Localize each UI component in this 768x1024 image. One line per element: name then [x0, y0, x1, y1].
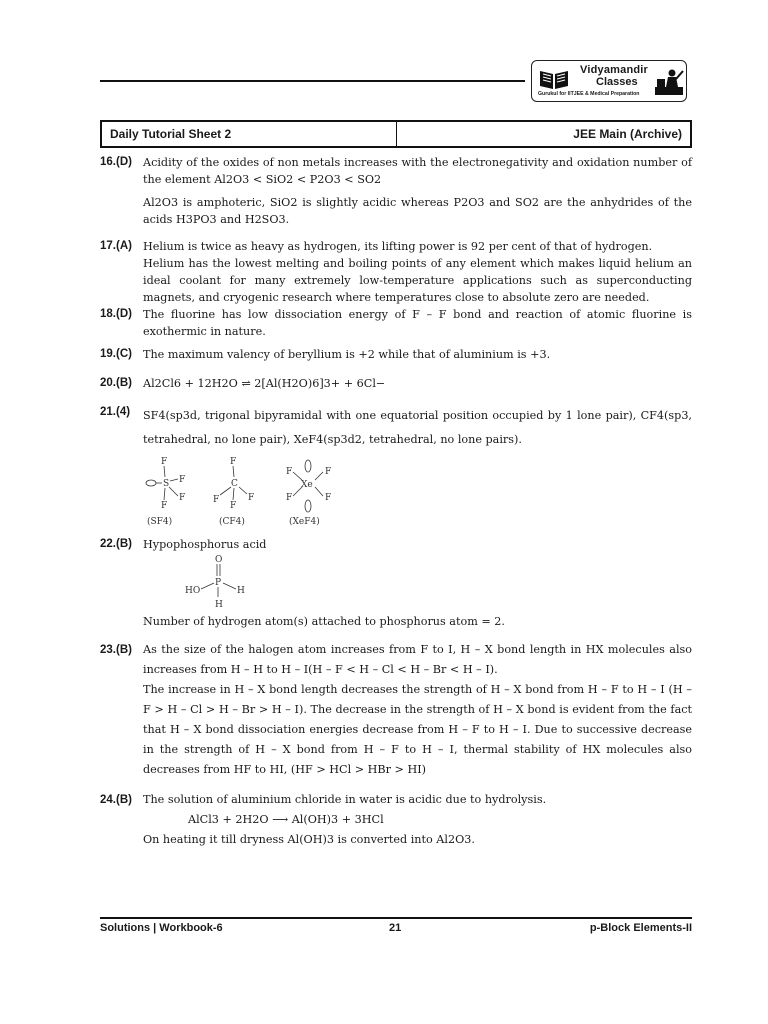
question-number: 24.(B) [100, 794, 132, 806]
answer-text: Hypophosphorus acid [143, 538, 267, 551]
answer-24 [100, 790, 692, 850]
structure-caption: (SF4) [147, 517, 173, 527]
answer-text: On heating it till dryness Al(OH)3 is converted into Al2O3. [143, 833, 475, 846]
footer-chapter: p-Block Elements-II [589, 922, 692, 934]
question-number: 18.(D) [100, 308, 132, 320]
footer-rule [100, 917, 692, 919]
answer-17 [100, 238, 692, 306]
question-number: 21.(4) [100, 406, 131, 418]
svg-text:Xe: Xe [301, 480, 313, 490]
question-number: 22.(B) [100, 538, 132, 550]
answer-text: Al2O3 is amphoteric, SiO2 is slightly acidic whereas P2O3 and SO2 are the anhydrides of the acids H3PO3 and H2SO3. [143, 196, 692, 226]
svg-text:C: C [231, 479, 238, 489]
footer-workbook: Solutions | Workbook-6 [100, 922, 223, 934]
answer-16 [100, 154, 692, 228]
svg-text:F: F [179, 493, 186, 503]
svg-text:F: F [286, 493, 293, 503]
inline-equation: Al2O3 < SiO2 < P2O3 < SO2 [214, 173, 382, 186]
answer-text: Helium is twice as heavy as hydrogen, its lifting power is 92 per cent of that of hydrogen. [143, 240, 653, 253]
answer-text: The solution of aluminium chloride in water is acidic due to hydrolysis. [143, 793, 547, 806]
answer-text: Helium has the lowest melting and boiling points of any element which makes liquid helium an ideal coolant for many extremely low-temperature applications such as superconducting magnets, and cryogenic research where temperatures close to absolute zero are needed. [143, 257, 692, 304]
answer-21 [100, 404, 692, 532]
sheet-title-bar [100, 120, 692, 148]
svg-text:F: F [325, 493, 332, 503]
page-number: 21 [389, 922, 402, 934]
svg-text:H: H [215, 600, 223, 609]
answer-text: The fluorine has low dissociation energy of F – F bond and reaction of atomic fluorine is exothermic in nature. [143, 308, 692, 338]
svg-text:F: F [286, 467, 293, 477]
structure-caption: (XeF4) [289, 517, 320, 527]
answer-23 [100, 640, 692, 780]
exam-label: JEE Main (Archive) [573, 127, 682, 141]
question-number: 23.(B) [100, 644, 132, 656]
answer-18 [100, 306, 692, 340]
hypophosphorous-acid-structure [181, 553, 301, 609]
brand-subname: Classes [596, 76, 638, 88]
solutions-content [100, 154, 692, 850]
answer-text: As the size of the halogen atom increases from F to I, H – X bond length in HX molecules also increases from H – H to H – I(H – F < H – Cl < H – Br < H – I). [143, 643, 692, 676]
answer-text: SF4(sp3d, trigonal bipyramidal with one equatorial position occupied by 1 lone pair), CF4(sp3, tetrahedral, no lone pair), XeF4(sp3d2, tetrahedral, no lone pairs). [143, 409, 692, 446]
molecular-structures-diagram [143, 454, 403, 532]
svg-text:P: P [215, 578, 222, 588]
answer-text: The maximum valency of beryllium is +2 while that of aluminium is +3. [143, 348, 551, 361]
answer-text: The increase in H – X bond length decreases the strength of H – X bond from H – F to H – I (H – F > H – Cl > H – Br > H – I). The decrease in the strength of H – X bond is evident from the fact that H – X bond dissociation energies decrease from H – F to H – I. Due to successive decrease in the strength of H – X bond from H – F to H – I, thermal stability of HX molecules also decreases from HF to HI, (HF > HCl > HBr > HI) [143, 683, 692, 776]
svg-text:F: F [325, 467, 332, 477]
reaction-equation: AlCl3 + 2H2O ⟶ Al(OH)3 + 3HCl [188, 813, 384, 826]
reaction-equation: Al2Cl6 + 12H2O ⇌ 2[Al(H2O)6]3+ + 6Cl− [143, 377, 386, 390]
svg-text:H: H [237, 586, 245, 596]
answer-19 [100, 346, 692, 363]
question-number: 16.(D) [100, 156, 132, 168]
brand-logo [531, 60, 687, 102]
brand-name: Vidyamandir [580, 64, 649, 76]
svg-text:F: F [179, 475, 186, 485]
header-rule [100, 80, 525, 82]
svg-text:O: O [215, 555, 223, 565]
svg-text:F: F [213, 495, 220, 505]
question-number: 19.(C) [100, 348, 132, 360]
svg-text:F: F [161, 457, 168, 467]
answer-22 [100, 536, 692, 630]
question-number: 17.(A) [100, 240, 132, 252]
sheet-title: Daily Tutorial Sheet 2 [102, 122, 397, 146]
svg-text:F: F [230, 501, 237, 511]
answer-text: Acidity of the oxides of non metals increases with the electronegativity and oxidation number of the element Al2O3 < SiO2 < P2O3 < SO2 [143, 156, 692, 186]
svg-text:S: S [163, 479, 170, 489]
svg-text:F: F [161, 501, 168, 511]
answer-text: Number of hydrogen atom(s) attached to phosphorus atom = 2. [143, 615, 505, 628]
svg-text:HO: HO [185, 586, 201, 596]
answer-20 [100, 375, 692, 392]
svg-text:F: F [248, 493, 255, 503]
brand-tagline: Gurukul for IITJEE & Medical Preparation [538, 91, 640, 97]
teacher-icon [654, 67, 684, 97]
question-number: 20.(B) [100, 377, 132, 389]
structure-caption: (CF4) [219, 517, 245, 527]
svg-text:F: F [230, 457, 237, 467]
book-icon [539, 68, 569, 90]
